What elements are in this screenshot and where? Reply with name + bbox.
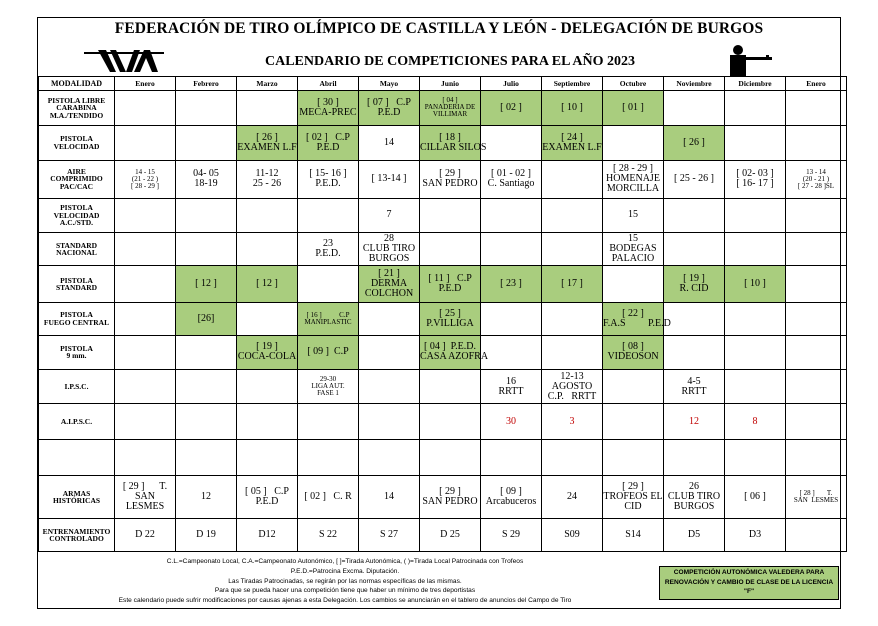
calendar-cell: [115, 91, 176, 126]
row-label-line: M.A./TENDIDO: [49, 110, 104, 120]
table-row: [39, 404, 847, 440]
calendar-cell: [ 02 ] C. R: [298, 476, 359, 519]
calendar-cell: 13 - 14 (20 - 21 ) [ 27 - 28 ]SL: [786, 160, 847, 198]
page-subtitle: CALENDARIO DE COMPETICIONES PARA EL AÑO 2023: [264, 54, 635, 69]
table-row: [39, 303, 847, 336]
calendar-cell: [725, 303, 786, 336]
row-label-line: PISTOLA: [60, 343, 93, 353]
calendar-cell: [ 29 ] TROFEOS EL CID: [603, 476, 664, 519]
row-label: [39, 233, 115, 266]
calendar-cell: [359, 303, 420, 336]
calendar-cell: [ 09 ] Arcabuceros: [481, 476, 542, 519]
calendar-cell: [176, 404, 237, 440]
column-header-month: Febrero: [176, 77, 237, 91]
column-header-month: Abril: [298, 77, 359, 91]
calendar-cell: [664, 233, 725, 266]
row-label-line: PISTOLA: [60, 275, 93, 285]
row-label-line: PISTOLA LIBRE: [47, 95, 106, 105]
calendar-cell: [298, 404, 359, 440]
table-row: [39, 519, 847, 552]
calendar-cell: [786, 125, 847, 160]
calendar-cell: [ 29 ] T. SAN LESMES: [115, 476, 176, 519]
calendar-cell: [115, 233, 176, 266]
row-label: [39, 266, 115, 303]
table-row: [39, 160, 847, 198]
calendar-cell: D5: [664, 519, 725, 552]
calendar-cell: [298, 440, 359, 476]
calendar-cell: [115, 440, 176, 476]
footnotes: [60, 557, 630, 606]
calendar-cell: [664, 91, 725, 126]
calendar-cell: [ 21 ] DERMA COLCHON: [359, 266, 420, 303]
calendar-cell: [176, 91, 237, 126]
calendar-cell: [542, 303, 603, 336]
row-label: [39, 91, 115, 126]
calendar-cell: D 19: [176, 519, 237, 552]
calendar-cell: S14: [603, 519, 664, 552]
column-header-month: Noviembre: [664, 77, 725, 91]
calendar-cell: 12: [664, 404, 725, 440]
footnote-line: Las Tiradas Patrocinadas, se regirán por las normas específicas de las mismas.: [228, 577, 462, 585]
calendar-cell: 15: [603, 198, 664, 233]
calendar-cell: [ 17 ]: [542, 266, 603, 303]
calendar-cell: [ 05 ] C.P P.E.D: [237, 476, 298, 519]
calendar-cell: [542, 160, 603, 198]
calendar-cell: [725, 91, 786, 126]
calendar-cell: [603, 125, 664, 160]
calendar-cell: [542, 440, 603, 476]
row-label-line: PISTOLA: [60, 310, 93, 320]
row-label: [39, 519, 115, 552]
calendar-cell: [ 10 ]: [725, 266, 786, 303]
calendar-cell: [786, 335, 847, 369]
table-row: [39, 335, 847, 369]
row-label-line: A.C./STD.: [59, 218, 94, 228]
calendar-cell: S 22: [298, 519, 359, 552]
calendar-cell: [481, 440, 542, 476]
column-header-month: Enero: [786, 77, 847, 91]
calendar-cell: [ 26 ]: [664, 125, 725, 160]
calendar-cell: [786, 404, 847, 440]
calendar-cell: 12-13 AGOSTO C.P. RRTT: [542, 369, 603, 404]
calendar-cell: [420, 440, 481, 476]
row-label-line: PISTOLA: [60, 134, 93, 144]
calendar-cell: 3: [542, 404, 603, 440]
row-label-line: VELOCIDAD: [53, 141, 100, 151]
calendar-cell: [ 06 ]: [725, 476, 786, 519]
calendar-cell: [725, 440, 786, 476]
calendar-cell: [786, 303, 847, 336]
table-row: [39, 369, 847, 404]
calendar-cell: 04- 05 18-19: [176, 160, 237, 198]
calendar-cell: [176, 369, 237, 404]
calendar-cell: 15 BODEGAS PALACIO: [603, 233, 664, 266]
legend-note-box: COMPETICIÓN AUTONÓMICA VALEDERA PARA RENOVACIÓN Y CAMBIO DE CLASE DE LA LICENCIA "F": [659, 566, 839, 600]
table-row: [39, 198, 847, 233]
calendar-cell: [542, 198, 603, 233]
calendar-cell: [ 26 ] EXAMEN L.F: [237, 125, 298, 160]
calendar-cell: [603, 369, 664, 404]
calendar-cell: 14 - 15 (21 - 22 ) [ 28 - 29 ]: [115, 160, 176, 198]
row-label: [39, 369, 115, 404]
calendar-cell: [ 12 ]: [237, 266, 298, 303]
calendar-cell: [237, 198, 298, 233]
calendar-cell: [ 23 ]: [481, 266, 542, 303]
calendar-cell: [115, 266, 176, 303]
calendar-cell: 23 P.E.D.: [298, 233, 359, 266]
footnote-line: P.E.D.=Patrocina Excma. Diputación.: [290, 567, 400, 575]
footnote-line: C.L.=Campeonato Local, C.A.=Campeonato Autonómico, [ ]=Tirada Autonómica, ( )=Tirada Local Patrocinada con Trofeos: [166, 558, 524, 565]
calendar-cell: S09: [542, 519, 603, 552]
calendar-cell: [420, 369, 481, 404]
footnote-line: Para que se pueda hacer una competición tiene que haber un mínimo de tres deportistas: [214, 587, 476, 595]
calendar-cell: [664, 440, 725, 476]
calendar-cell: [298, 198, 359, 233]
column-header-month: Marzo: [237, 77, 298, 91]
calendar-cell: [ 30 ] MECA-PREC: [298, 91, 359, 126]
calendar-cell: [481, 303, 542, 336]
row-label: [39, 303, 115, 336]
calendar-cell: 11-12 25 - 26: [237, 160, 298, 198]
calendar-cell: 26 CLUB TIRO BURGOS: [664, 476, 725, 519]
table-row: [39, 91, 847, 126]
column-header-month: Octubre: [603, 77, 664, 91]
calendar-cell: [664, 303, 725, 336]
calendar-cell: [ 04 ] PANADERIA DE VILLIMAR: [420, 91, 481, 126]
calendar-cell: 12: [176, 476, 237, 519]
calendar-cell: [115, 125, 176, 160]
calendar-cell: [176, 233, 237, 266]
calendar-cell: [481, 233, 542, 266]
calendar-cell: [ 09 ] C.P: [298, 335, 359, 369]
row-label-line: STANDARD: [55, 240, 98, 250]
calendar-cell: [115, 335, 176, 369]
calendar-cell: [725, 125, 786, 160]
calendar-cell: [ 04 ] P.E.D. CASA AZOFRA: [420, 335, 481, 369]
calendar-cell: 14: [359, 476, 420, 519]
calendar-cell: [420, 198, 481, 233]
calendar-cell: [237, 404, 298, 440]
calendar-cell: [ 01 ]: [603, 91, 664, 126]
row-label-line: HISTÓRICAS: [52, 496, 101, 506]
calendar-cell: [ 08 ] VIDEOSON: [603, 335, 664, 369]
calendar-cell: [786, 369, 847, 404]
calendar-cell: [ 13-14 ]: [359, 160, 420, 198]
calendar-cell: [176, 440, 237, 476]
row-label-line: FUEGO CENTRAL: [43, 317, 110, 327]
table-row: [39, 266, 847, 303]
calendar-cell: [481, 198, 542, 233]
table-row: [39, 476, 847, 519]
calendar-cell: [298, 266, 359, 303]
calendar-cell: [176, 335, 237, 369]
calendar-cell: [786, 266, 847, 303]
calendar-cell: [481, 125, 542, 160]
row-label-line: CARABINA: [56, 103, 97, 113]
calendar-cell: [603, 440, 664, 476]
column-header-month: Enero: [115, 77, 176, 91]
calendar-cell: [ 19 ] R. CID: [664, 266, 725, 303]
column-header-month: Julio: [481, 77, 542, 91]
calendar-cell: 28 CLUB TIRO BURGOS: [359, 233, 420, 266]
calendar-cell: [ 29 ] SAN PEDRO: [420, 476, 481, 519]
calendar-cell: [725, 369, 786, 404]
calendar-cell: [786, 519, 847, 552]
calendar-cell: [664, 198, 725, 233]
calendar-cell: [359, 369, 420, 404]
row-label: [39, 198, 115, 233]
calendar-cell: [603, 266, 664, 303]
calendar-cell: [ 11 ] C.P P.E.D: [420, 266, 481, 303]
calendar-cell: [ 25 ] P.VILLIGA: [420, 303, 481, 336]
calendar-cell: [237, 369, 298, 404]
calendar-cell: [ 16 ] C.P MANIPLASTIC: [298, 303, 359, 336]
pistol-shooter-icon: [726, 42, 776, 76]
calendar-cell: [542, 233, 603, 266]
table-row: [39, 440, 847, 476]
calendar-cell: [115, 369, 176, 404]
calendar-cell: [ 29 ] SAN PEDRO: [420, 160, 481, 198]
calendar-cell: [237, 440, 298, 476]
column-header-month: Diciembre: [725, 77, 786, 91]
calendar-cell: [725, 198, 786, 233]
column-header-month: Mayo: [359, 77, 420, 91]
calendar-cell: [359, 440, 420, 476]
calendar-cell: 4-5 RRTT: [664, 369, 725, 404]
calendar-cell: 14: [359, 125, 420, 160]
calendar-cell: [ 25 - 26 ]: [664, 160, 725, 198]
calendar-cell: [237, 91, 298, 126]
page-title: FEDERACIÓN DE TIRO OLÍMPICO DE CASTILLA Y LEÓN - DELEGACIÓN DE BURGOS: [114, 20, 764, 37]
row-label: [39, 404, 115, 440]
calendar-cell: 24: [542, 476, 603, 519]
calendar-cell: [ 02 ] C.P P.E.D: [298, 125, 359, 160]
calendar-cell: [ 15- 16 ] P.E.D.: [298, 160, 359, 198]
calendar-cell: S 27: [359, 519, 420, 552]
calendar-cell: [725, 335, 786, 369]
row-label-line: 9 mm.: [66, 351, 87, 361]
calendar-cell: 8: [725, 404, 786, 440]
row-label-line: I.P.S.C.: [64, 381, 89, 391]
calendar-cell: [359, 335, 420, 369]
calendar-cell: 30: [481, 404, 542, 440]
row-label: [39, 440, 115, 476]
row-label-line: AIRE: [67, 166, 86, 176]
column-header-month: Junio: [420, 77, 481, 91]
row-label-line: NACIONAL: [56, 248, 97, 258]
calendar-cell: [ 28 - 29 ] HOMENAJE MORCILLA: [603, 160, 664, 198]
calendar-cell: [115, 404, 176, 440]
calendar-cell: D12: [237, 519, 298, 552]
calendar-cell: [786, 91, 847, 126]
calendar-cell: D 25: [420, 519, 481, 552]
calendar-cell: [ 28 ] T. SAN LESMES: [786, 476, 847, 519]
calendar-cell: [ 18 ] CILLAR SILOS: [420, 125, 481, 160]
calendar-cell: [786, 440, 847, 476]
competition-calendar-table: [38, 76, 847, 552]
calendar-cell: [664, 335, 725, 369]
calendar-cell: S 29: [481, 519, 542, 552]
calendar-cell: [ 02- 03 ] [ 16- 17 ]: [725, 160, 786, 198]
calendar-cell: [786, 198, 847, 233]
calendar-cell: [420, 404, 481, 440]
calendar-cell: [725, 233, 786, 266]
table-row: [39, 125, 847, 160]
row-label-line: VELOCIDAD: [53, 210, 100, 220]
calendar-cell: [603, 404, 664, 440]
row-label-line: STANDARD: [55, 283, 98, 293]
column-header-month: Septiembre: [542, 77, 603, 91]
calendar-cell: [ 02 ]: [481, 91, 542, 126]
row-label: [39, 335, 115, 369]
calendar-cell: [26]: [176, 303, 237, 336]
calendar-cell: [481, 335, 542, 369]
calendar-cell: [115, 303, 176, 336]
calendar-cell: [ 19 ] COCA-COLA: [237, 335, 298, 369]
row-label: [39, 160, 115, 198]
calendar-cell: [ 22 ] F.A.S P.E.D: [603, 303, 664, 336]
calendar-cell: [ 01 - 02 ] C. Santiago: [481, 160, 542, 198]
calendar-cell: [237, 233, 298, 266]
calendar-cell: [115, 198, 176, 233]
calendar-cell: D 22: [115, 519, 176, 552]
row-label-line: ENTRENAMIENTO: [42, 526, 111, 536]
calendar-cell: [359, 404, 420, 440]
calendar-cell: [176, 198, 237, 233]
row-label-line: A.I.P.S.C.: [60, 417, 93, 427]
calendar-cell: 16 RRTT: [481, 369, 542, 404]
row-label: [39, 125, 115, 160]
table-row: [39, 233, 847, 266]
row-label-line: CONTROLADO: [49, 534, 104, 544]
calendar-cell: D3: [725, 519, 786, 552]
column-header-modalidad: MODALIDAD: [39, 77, 115, 91]
federation-logo: [84, 44, 164, 74]
calendar-cell: [ 12 ]: [176, 266, 237, 303]
calendar-cell: [542, 335, 603, 369]
row-label-line: ARMAS: [62, 488, 91, 498]
calendar-cell: 7: [359, 198, 420, 233]
row-label-line: COMPRIMIDO: [50, 174, 103, 184]
row-label: [39, 476, 115, 519]
calendar-cell: [786, 233, 847, 266]
calendar-cell: 29-30 LIGA AUT. FASE 1: [298, 369, 359, 404]
calendar-cell: [ 24 ] EXAMEN L.F: [542, 125, 603, 160]
calendar-cell: [420, 233, 481, 266]
calendar-cell: [ 10 ]: [542, 91, 603, 126]
calendar-cell: [176, 125, 237, 160]
row-label-line: PISTOLA: [60, 203, 93, 213]
calendar-cell: [ 07 ] C.P P.E.D: [359, 91, 420, 126]
footnote-line: Este calendario puede sufrir modificaciones por causas ajenas a esta Delegación. Los cambios se anunciarán en el tablero de anuncios del Campo de Tiro: [118, 597, 572, 605]
row-label-line: PAC/CAC: [59, 181, 94, 191]
calendar-cell: [237, 303, 298, 336]
